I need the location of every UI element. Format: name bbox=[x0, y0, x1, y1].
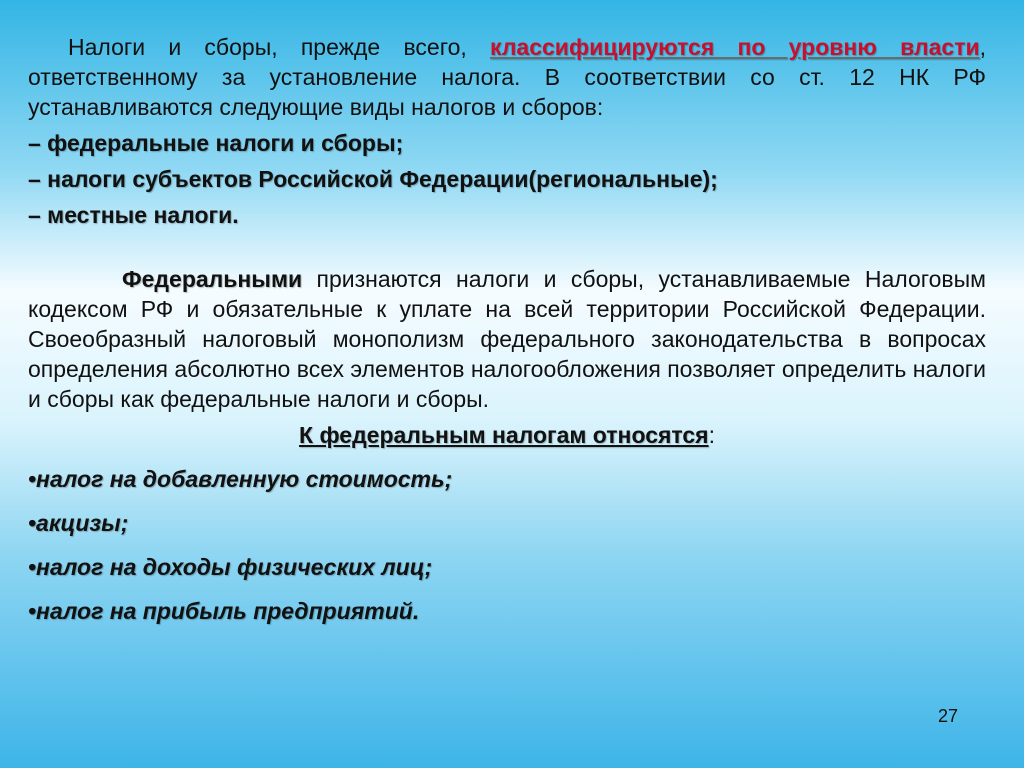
federal-definition-term: Федеральными bbox=[122, 266, 303, 292]
intro-text-end: , ответственному за установление налога. В соответствии со ст. 12 НК РФ устанавливаются следующие виды налогов и сборов: bbox=[28, 34, 987, 120]
intro-text-start: Налоги и сборы, прежде всего, bbox=[68, 34, 491, 60]
federal-definition-paragraph bbox=[28, 264, 986, 414]
federal-taxes-heading-colon: : bbox=[708, 422, 715, 448]
federal-taxes-heading-text: К федеральным налогам относятся bbox=[299, 422, 709, 448]
federal-taxes-heading bbox=[28, 420, 986, 450]
intro-paragraph bbox=[28, 32, 986, 122]
tax-type-regional: – налоги субъектов Российской Федерации(региональные); bbox=[28, 166, 718, 192]
federal-definition-text: признаются налоги и сборы, устанавливаемые Налоговым кодексом РФ и обязательные к уплате на всей территории Российской Федерации. Своеобразный налоговый монополизм федерального законодательства в вопросах определения абсолютно всех элементов налогообложения позволяет определить налоги и сборы как федеральные налоги и сборы. bbox=[28, 266, 986, 412]
tax-type-federal: – федеральные налоги и сборы; bbox=[28, 130, 404, 156]
federal-tax-item-vat: •налог на добавленную стоимость; bbox=[28, 466, 453, 492]
federal-tax-item-excise: •акцизы; bbox=[28, 510, 129, 536]
page-number: 27 bbox=[938, 706, 959, 726]
federal-tax-item-income: •налог на доходы физических лиц; bbox=[28, 554, 433, 580]
federal-tax-item-profit: •налог на прибыль предприятий. bbox=[28, 598, 420, 624]
tax-type-local: – местные налоги. bbox=[28, 202, 239, 228]
intro-emphasis: классифицируются по уровню власти bbox=[490, 34, 980, 60]
slide-content bbox=[28, 32, 986, 626]
